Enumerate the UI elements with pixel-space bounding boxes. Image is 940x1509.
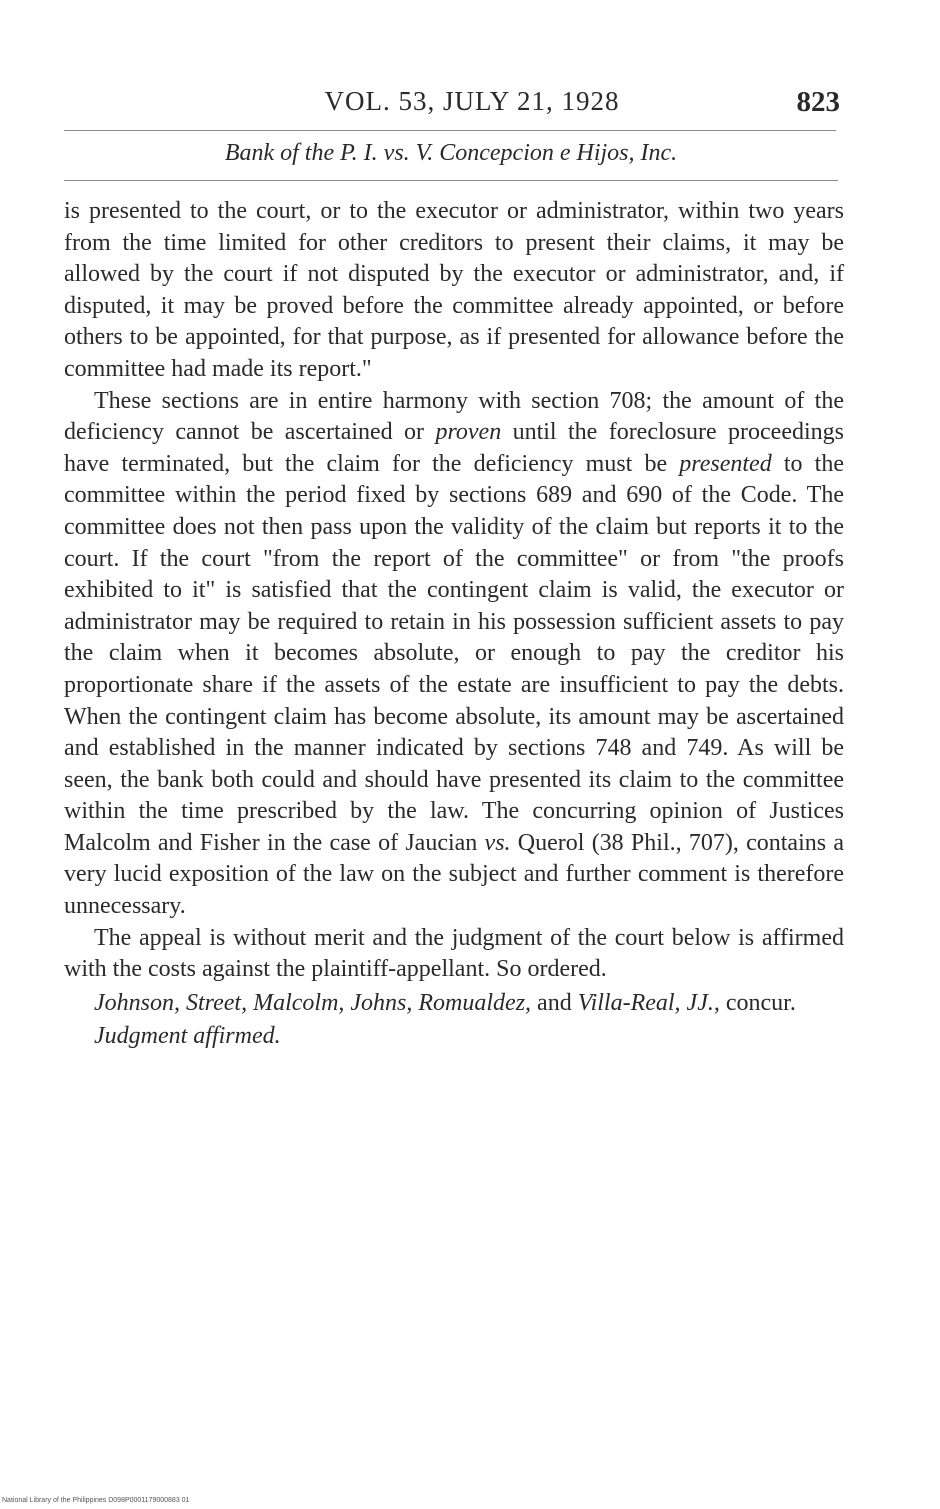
paragraph-text: to the committee within the period fixed by sections 689 and 690 of the Code. The committee does not then pass upon the validity of the claim but reports it to the court. If the court "from the report of the committee" or from "the proofs exhibited to it" is satisfied that the contingent claim is valid, the executor or administrator may be required to retain in his possession sufficient assets to pay the claim when it becomes absolute, or enough to pay the creditor his proportionate share if the assets of the estate are insufficient to pay the debts. When the contingent claim has become absolute, its amount may be ascertained and established in the manner indicated by sections 748 and 749. As will be seen, the bank both could and should have presented its claim to the committee within the time prescribed by the law. The concurring opinion of Justices Malcolm and Fisher in the case of Jaucian <box>64 450 844 856</box>
italic-term-vs: vs. <box>484 829 511 856</box>
body-text <box>64 196 844 1053</box>
concurring-justices-2: Villa-Real, JJ., <box>577 989 720 1016</box>
concurring-justices: Johnson, Street, Malcolm, Johns, Romualdez, <box>94 989 532 1016</box>
paragraph-text: These sections are in entire harmony with section 708; the amount of the deficiency cannot be ascertained or <box>64 387 844 446</box>
italic-term-proven: proven <box>435 419 502 446</box>
running-head: VOL. 53, JULY 21, 1928 <box>324 86 620 116</box>
paragraph-ruling: The appeal is without merit and the judgment of the court below is affirmed with the costs against the plaintiff-appellant. So ordered. <box>64 924 844 983</box>
page-number: 823 <box>796 86 840 118</box>
italic-term-presented: presented <box>679 450 772 477</box>
paragraph-text: until the foreclosure proceedings have terminated, but the claim for the deficiency must be <box>64 419 844 477</box>
paragraph-text: Querol (38 Phil., 707), contains a very lucid exposition of the law on the subject and further comment is therefore unnecessary. <box>64 829 844 920</box>
header-rule-bottom <box>64 180 838 181</box>
disposition: Judgment affirmed. <box>94 1023 281 1050</box>
paragraph-analysis <box>64 386 844 923</box>
case-title: Bank of the P. I. vs. V. Concepcion e Hijos, Inc. <box>224 140 678 166</box>
scan-footer: National Library of the Philippines D098P0001179000883 01 <box>2 1497 190 1504</box>
header-rule-top <box>64 130 836 131</box>
concur-tail: concur. <box>719 989 796 1016</box>
page-header <box>64 82 840 122</box>
paragraph-continued: is presented to the court, or to the executor or administrator, within two years from the time limited for other creditors to present their claims, it may be allowed by the court if not disputed by the executor or administrator, and, if disputed, it may be proved before the committee already appointed, or before others to be appointed, for that purpose, as if presented for allowance before the committee had made its report." <box>64 198 844 382</box>
concurrence-line <box>64 988 844 1020</box>
concur-and: and <box>531 989 578 1016</box>
